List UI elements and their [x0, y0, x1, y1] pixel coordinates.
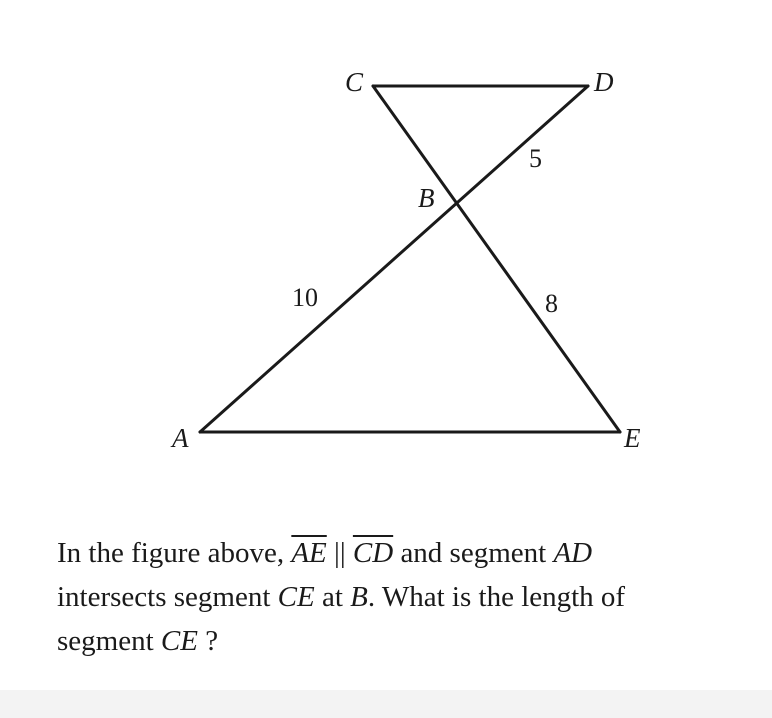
question-part: and segment — [393, 537, 554, 569]
length-label-ab: 10 — [292, 283, 318, 312]
length-label-bd: 5 — [529, 144, 542, 173]
point-b-name: B — [350, 581, 368, 613]
bottom-strip — [0, 690, 772, 718]
segment-ce-name: CE — [160, 625, 198, 657]
label-point-a: A — [172, 423, 189, 453]
question-part: ? — [197, 625, 219, 657]
label-point-d: D — [594, 67, 614, 97]
question-text — [57, 531, 757, 663]
segment-ce-name: CE — [277, 581, 315, 613]
question-part: . What is the length of — [367, 581, 626, 613]
segment-ad — [200, 86, 588, 432]
question-part: at — [314, 581, 351, 613]
length-label-be: 8 — [545, 289, 558, 318]
segment-ce — [373, 86, 620, 432]
label-point-b: B — [418, 183, 435, 213]
question-part: segment — [57, 625, 161, 657]
question-part: intersects segment — [57, 581, 278, 613]
question-part: In the figure above, — [57, 537, 292, 569]
segment-ad-name: AD — [553, 537, 593, 569]
segment-ae-notation: $\overline{AE}$ — [291, 537, 327, 569]
label-point-e: E — [624, 423, 641, 453]
parallel-symbol: || — [326, 537, 353, 569]
label-point-c: C — [345, 67, 364, 97]
segment-cd-notation: $\overline{CD}$ — [352, 537, 394, 569]
